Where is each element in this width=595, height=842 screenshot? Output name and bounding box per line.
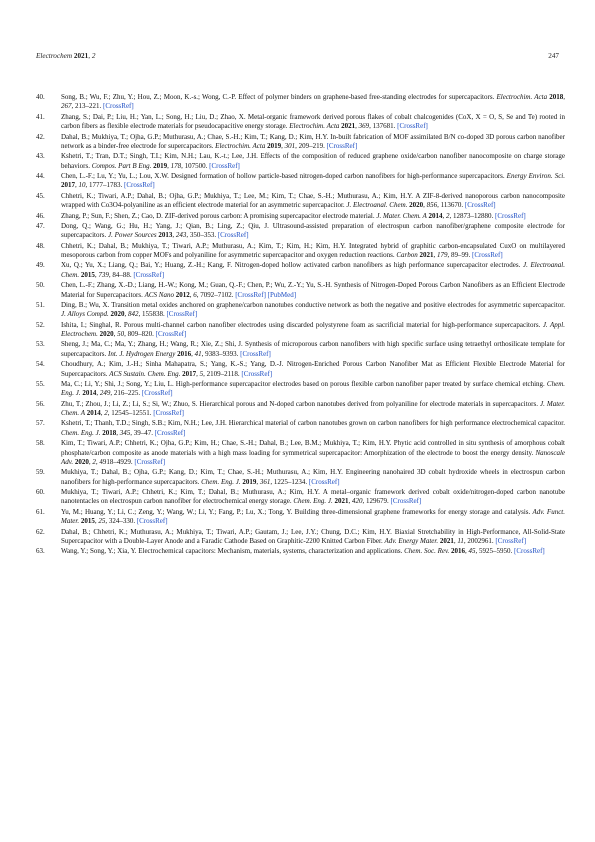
reference-journal: Carbon bbox=[396, 251, 418, 259]
crossref-link[interactable]: [CrossRef] bbox=[240, 349, 271, 358]
reference-year: 2021 bbox=[341, 122, 356, 131]
reference-year: 2020 bbox=[409, 201, 424, 210]
reference-number: 60. bbox=[36, 488, 45, 496]
reference-journal: J. Electroanal. Chem. bbox=[346, 201, 408, 210]
reference-authors-title: Sheng, J.; Ma, C.; Ma, Y.; Zhang, H.; Wang, R.; Xie, Z.; Shi, J. Synthesis of microporous carbon nanofibers with high specific surface using tetraethyl orthosilicate template for supercapacitors. bbox=[61, 340, 565, 358]
reference-number: 56. bbox=[36, 399, 45, 408]
reference-volume: 301 bbox=[284, 141, 296, 150]
reference-journal: Electrochim. Acta bbox=[289, 122, 340, 131]
crossref-link[interactable]: [CrossRef] bbox=[155, 330, 187, 338]
header-citation: Electrochem 2021, 2 bbox=[36, 52, 96, 60]
reference-pages: 39–47. bbox=[133, 428, 153, 437]
crossref-link[interactable]: [CrossRef] bbox=[495, 536, 527, 545]
reference-item: 52. Ishita, I.; Singhal, R. Porous multi-channel carbon nanofiber electrodes using discarded polystyrene foam as sacrificial material for high-performance supercapacitors. J. Appl. Electrochem. 2020, 50, 809–820. [CrossRef] bbox=[36, 320, 566, 338]
reference-journal: Chem. Eng. J. bbox=[293, 497, 333, 506]
reference-item: 49. Xu, Q.; Yu, X.; Liang, Q.; Bai, Y.; Huang, Z.-H.; Kang, F. Nitrogen-doped hollow activated carbon nanofibers as high performance supercapacitor electrodes. J. Electroanal. Chem. 2015, 739, 84–88. [CrossRef] bbox=[36, 261, 566, 279]
reference-journal: Nanoscale Adv. bbox=[61, 448, 566, 466]
reference-pages: 350–353. bbox=[189, 231, 217, 240]
reference-journal: Adv. Energy Mater. bbox=[384, 536, 439, 545]
reference-authors-title: Yu, M.; Huang, Y.; Li, C.; Zeng, Y.; Wang, W.; Li, Y.; Fang, P.; Lu, X.; Tong, Y. Building three-dimensional graphene frameworks for energy storage and catalysis. bbox=[61, 507, 531, 516]
reference-year: 2018 bbox=[102, 428, 117, 437]
reference-journal: Adv. Funct. Mater. bbox=[61, 507, 565, 526]
reference-authors-title: Chen, L.-F.; Zhang, X.-D.; Liang, H.-W.; Kong, M.; Guan, Q.-F.; Chen, P.; Wu, Z.-Y.; Yu, S.-H. Synthesis of Nitrogen-Doped Porous Carbon Nanofibers as an Efficient Electrode Material for Supercapacitors. bbox=[61, 281, 565, 299]
reference-authors-title: Ishita, I.; Singhal, R. Porous multi-channel carbon nanofiber electrodes using discarded polystyrene foam as sacrificial material for high-performance supercapacitors. bbox=[61, 320, 541, 329]
reference-item: 60. Mukhiya, T.; Tiwari, A.P.; Chhetri, K.; Kim, T.; Dahal, B.; Muthurasu, A.; Kim, H.Y. A metal–organic framework derived cobalt oxide/nitrogen-doped carbon nanotube nanotentacles on electrospun carbon nanofiber for electrochemical energy storage. Chem. Eng. J. 2021, 420, 129679. [CrossRef] bbox=[36, 488, 565, 506]
reference-item: 57. Kshetri, T.; Thanh, T.D.; Singh, S.B.; Kim, N.H.; Lee, J.H. Hierarchical material of carbon nanotubes grown on carbon nanofibers for high performance electrochemical capacitor. Chem. Eng. J. 2018, 345, 39–47. [CrossRef] bbox=[36, 419, 565, 437]
reference-number: 61. bbox=[36, 507, 45, 516]
reference-pages: 7092–7102. bbox=[200, 290, 234, 299]
reference-item: 47. Dong, Q.; Wang, G.; Hu, H.; Yang, J.; Qian, B.; Ling, Z.; Qiu, J. Ultrasound-assisted preparation of electrospun carbon nanofiber/graphene composite electrode for supercapacitors. J. Power Sources 2013, 243, 350–353. [CrossRef] bbox=[36, 221, 565, 240]
reference-item: 62. Dahal, B.; Chhetri, K.; Muthurasu, A.; Mukhiya, T.; Tiwari, A.P.; Gautam, J.; Lee, J.Y.; Chung, D.C.; Kim, H.Y. Biaxial Stretchability in High-Performance, All-Solid-State Supercapacitor with a Double-Layer Anode and a Faradic Cathode Based on Graphitic-2200 Knitted Carbon Fiber. Adv. Energy Mater. 2021, 11, 2002961. [CrossRef] bbox=[36, 527, 565, 545]
reference-number: 58. bbox=[36, 439, 45, 448]
reference-volume: 361 bbox=[259, 477, 271, 486]
reference-item: 50. Chen, L.-F.; Zhang, X.-D.; Liang, H.-W.; Kong, M.; Guan, Q.-F.; Chen, P.; Wu, Z.-Y.; Yu, S.-H. Synthesis of Nitrogen-Doped Porous Carbon Nanofibers as an Efficient Electrode Material for Supercapacitors. ACS Nano 2012, 6, 7092–7102. [CrossRef] [PubMed] bbox=[36, 281, 565, 299]
reference-item: 44. Chen, L.-F.; Lu, Y.; Yu, L.; Lou, X.W. Designed formation of hollow particle-based nitrogen-doped carbon nanofibers for high-performance supercapacitors. Energy Environ. Sci. 2017, 10, 1777–1783. [CrossRef] bbox=[36, 172, 566, 190]
reference-journal: Int. J. Hydrogen Energy bbox=[108, 349, 176, 358]
crossref-link[interactable]: [CrossRef] bbox=[141, 389, 173, 398]
reference-authors-title: Dahal, B.; Mukhiya, T.; Ojha, G.P.; Muthurasu, A.; Chae, S.-H.; Kim, T.; Kang, D.; Kim, H.Y. In-built fabrication of MOF assimilated B/N co-doped 3D porous carbon nanofiber network as a binder-free electrode for supercapacitors. bbox=[61, 132, 565, 150]
reference-journal: J. Power Sources bbox=[108, 231, 157, 240]
crossref-link[interactable]: [CrossRef] bbox=[390, 497, 422, 506]
reference-year: 2019 bbox=[267, 141, 282, 150]
reference-item: 63. Wang, Y.; Song, Y.; Xia, Y. Electrochemical capacitors: Mechanism, materials, systems, characterization and applications. Chem. Soc. Rev. 2016, 45, 5925–5950. [CrossRef] bbox=[36, 547, 545, 556]
reference-journal: J. Alloys Compd. bbox=[61, 310, 109, 319]
reference-journal: J. Mater. Chem. A bbox=[61, 399, 565, 417]
reference-authors-title: Zhu, T.; Zhou, J.; Li, Z.; Li, S.; Si, W.; Zhuo, S. Hierarchical porous and N-doped carbon nanotubes derived from polyaniline for electrode materials in supercapacitors. bbox=[61, 399, 538, 408]
reference-year: 2020 bbox=[74, 457, 89, 466]
reference-volume: 739 bbox=[98, 270, 109, 279]
reference-authors-title: Mukhiya, T.; Dahal, B.; Ojha, G.P.; Kang, D.; Kim, T.; Chae, S.-H.; Muthurasu, A.; Kim, H.Y. Engineering nanohaired 3D cobalt hydroxide wheels in electrospun carbon nanofibers for high-performance supercapacitors. bbox=[61, 468, 565, 486]
reference-item: 40. Song, B.; Wu, F.; Zhu, Y.; Hou, Z.; Moon, K.-s.; Wong, C.-P. Effect of polymer binders on graphene-based free-standing electrodes for supercapacitors. Electrochim. Acta 2018, 267, 213–221. [CrossRef] bbox=[36, 93, 566, 111]
reference-item: 43. Kshetri, T.; Tran, D.T.; Singh, T.I.; Kim, N.H.; Lau, K.-t.; Lee, J.H. Effects of the composition of reduced graphene oxide/carbon nanofiber nanocomposite on charge storage behaviors. Compos. Part B Eng. 2019, 178, 107500. [CrossRef] bbox=[36, 152, 565, 170]
reference-journal: J. Appl. Electrochem. bbox=[61, 320, 566, 338]
reference-authors-title: Wang, Y.; Song, Y.; Xia, Y. Electrochemical capacitors: Mechanism, materials, systems, characterization and applications. bbox=[61, 547, 403, 556]
reference-pages: 107500. bbox=[184, 161, 208, 170]
crossref-link[interactable]: [CrossRef] bbox=[154, 428, 186, 437]
reference-year: 2012 bbox=[175, 290, 190, 299]
reference-authors-title: Xu, Q.; Yu, X.; Liang, Q.; Bai, Y.; Huang, Z.-H.; Kang, F. Nitrogen-doped hollow activated carbon nanofibers as high performance supercapacitor electrodes. bbox=[61, 261, 521, 270]
reference-authors-title: Chhetri, K.; Tiwari, A.P.; Dahal, B.; Ojha, G.P.; Mukhiya, T.; Lee, M.; Kim, T.; Chae, S.-H.; Muthurasu, A.; Kim, H.Y. A ZIF-8-derived nanoporous carbon nanocomposite wrapped with Co3O4-polyaniline as an efficient electrode material for an asymmetric supercapacitor. bbox=[61, 191, 565, 210]
reference-pages: 324–330. bbox=[108, 517, 136, 526]
reference-number: 44. bbox=[36, 172, 45, 180]
reference-volume: 41 bbox=[194, 349, 202, 358]
reference-volume: 2 bbox=[104, 409, 108, 417]
crossref-link[interactable]: [CrossRef] bbox=[124, 181, 155, 190]
reference-volume: 2 bbox=[92, 457, 96, 466]
page-number: 247 bbox=[548, 52, 559, 60]
reference-number: 43. bbox=[36, 152, 45, 161]
reference-number: 41. bbox=[36, 112, 45, 121]
reference-authors-title: Ma, C.; Li, Y.; Shi, J.; Song, Y.; Liu, L. High-performance supercapacitor electrodes based on porous flexible carbon nanofiber paper treated by surface chemical etching. bbox=[61, 379, 545, 388]
reference-volume: 345 bbox=[119, 428, 131, 437]
reference-item: 42. Dahal, B.; Mukhiya, T.; Ojha, G.P.; Muthurasu, A.; Chae, S.-H.; Kim, T.; Kang, D.; Kim, H.Y. In-built fabrication of MOF assimilated B/N co-doped 3D porous carbon nanofiber network as a binder-free electrode for supercapacitors. Electrochim. Acta 2019, 301, 209–219. [CrossRef] bbox=[36, 132, 565, 150]
crossref-link[interactable]: [CrossRef] bbox=[134, 457, 166, 466]
crossref-link[interactable]: [CrossRef] bbox=[495, 211, 526, 220]
crossref-link[interactable]: [CrossRef] bbox=[514, 547, 545, 556]
reference-journal: Electrochim. Acta bbox=[215, 141, 266, 150]
reference-volume: 11 bbox=[457, 536, 464, 545]
reference-item: 55. Ma, C.; Li, Y.; Shi, J.; Song, Y.; Liu, L. High-performance supercapacitor electrodes based on porous flexible carbon nanofiber paper treated by surface chemical etching. Chem. Eng. J. 2014, 249, 216–225. [CrossRef] bbox=[36, 379, 566, 398]
reference-journal: Chem. Eng. J. bbox=[61, 379, 566, 398]
reference-year: 2017 bbox=[182, 369, 197, 378]
reference-number: 46. bbox=[36, 211, 45, 220]
reference-journal: ACS Nano bbox=[144, 290, 174, 299]
reference-volume: 420 bbox=[352, 497, 363, 506]
reference-journal: J. Electroanal. Chem. bbox=[61, 261, 566, 279]
reference-volume: 2 bbox=[446, 211, 450, 220]
reference-volume: 249 bbox=[99, 389, 111, 398]
reference-pages: 12545–12551. bbox=[111, 409, 152, 417]
reference-pages: 5925–5950. bbox=[479, 547, 513, 556]
reference-number: 54. bbox=[36, 360, 45, 369]
reference-item: 41. Zhang, S.; Dai, P.; Liu, H.; Yan, L.; Song, H.; Liu, D.; Zhao, X. Metal-organic framework derived porous flakes of cobalt chalcogenides (CoX, X = O, S, Se and Te) rooted in carbon fibers as flexible electrode materials for pseudocapacitive energy storage. Electrochim. Acta 2021, 369, 137681. [CrossRef] bbox=[36, 112, 565, 131]
reference-authors-title: Kshetri, T.; Thanh, T.D.; Singh, S.B.; Kim, N.H.; Lee, J.H. Hierarchical material of carbon nanotubes grown on carbon nanofibers for high performance electrochemical capacitor. bbox=[61, 419, 565, 428]
reference-number: 57. bbox=[36, 419, 45, 428]
crossref-link[interactable]: [CrossRef] bbox=[241, 369, 273, 378]
reference-pages: 213–221. bbox=[75, 102, 102, 111]
reference-year: 2014 bbox=[86, 409, 101, 417]
reference-year: 2021 bbox=[419, 251, 434, 259]
reference-number: 47. bbox=[36, 221, 45, 230]
journal-volume: 2 bbox=[91, 52, 96, 60]
reference-item: 58. Kim, T.; Tiwari, A.P.; Chhetri, K.; Ojha, G.P.; Kim, H.; Chae, S.-H.; Dahal, B.; Lee, B.M.; Mukhiya, T.; Kim, H.Y. Phytic acid controlled in situ synthesis of amorphous cobalt phosphate/carbon composite as anode materials with a high mass loading for symmetrical supercapacitor: Amorphization of the electrode to boost the energy density. Nanoscale Adv. 2020, 2, 4918–4929. [CrossRef] bbox=[36, 439, 566, 466]
reference-volume: 5 bbox=[199, 369, 204, 378]
reference-year: 2016 bbox=[451, 547, 466, 556]
reference-year: 2019 bbox=[242, 477, 257, 486]
reference-pages: 113670. bbox=[440, 201, 464, 210]
crossref-link[interactable]: [CrossRef] bbox=[464, 201, 496, 210]
reference-pages: 1225–1234. bbox=[273, 477, 308, 486]
journal-name: Electrochem bbox=[36, 52, 73, 60]
reference-volume: 369 bbox=[358, 122, 370, 131]
reference-item: 46. Zhang, P.; Sun, F.; Shen, Z.; Cao, D. ZIF-derived porous carbon: A promising supercapacitor electrode material. J. Mater. Chem. A 2014, 2, 12873–12880. [CrossRef] bbox=[36, 211, 526, 220]
reference-pages: 809–820. bbox=[127, 330, 154, 338]
reference-number: 55. bbox=[36, 379, 45, 388]
reference-pages: 2002961. bbox=[467, 536, 494, 545]
reference-volume: 50 bbox=[117, 330, 125, 338]
reference-volume: 267 bbox=[61, 102, 72, 111]
reference-volume: 25 bbox=[98, 517, 106, 526]
reference-number: 59. bbox=[36, 468, 45, 477]
reference-pages: 12873–12880. bbox=[453, 211, 494, 220]
reference-journal: Chem. Eng. J. bbox=[61, 428, 101, 437]
crossref-link[interactable]: [CrossRef] bbox=[209, 161, 240, 170]
reference-number: 53. bbox=[36, 340, 45, 349]
reference-authors-title: Ding, B.; Wu, X. Transition metal oxides anchored on graphene/carbon nanotubes conductive network as both the negative and positive electrodes for asymmetric supercapacitor. bbox=[61, 300, 565, 309]
reference-authors-title: Kim, T.; Tiwari, A.P.; Chhetri, K.; Ojha, G.P.; Kim, H.; Chae, S.-H.; Dahal, B.; Lee, B.M.; Mukhiya, T.; Kim, H.Y. Phytic acid controlled in situ synthesis of amorphous cobalt phosphate/carbon composite as anode materials with a high mass loading for symmetrical supercapacitor: Amorphization of the electrode to boost the energy density. bbox=[61, 439, 565, 457]
journal-year: 2021 bbox=[73, 52, 89, 60]
reference-number: 50. bbox=[36, 281, 45, 290]
reference-year: 2018 bbox=[549, 93, 564, 101]
reference-year: 2014 bbox=[82, 389, 97, 398]
reference-journal: J. Mater. Chem. A bbox=[376, 211, 427, 220]
crossref-link[interactable]: [CrossRef] bbox=[153, 409, 184, 417]
reference-authors-title: Song, B.; Wu, F.; Zhu, Y.; Hou, Z.; Moon, K.-s.; Wong, C.-P. Effect of polymer binders on graphene-based free-standing electrodes for supercapacitors. bbox=[61, 93, 495, 101]
reference-volume: 179 bbox=[436, 251, 448, 259]
reference-item: 48. Chhetri, K.; Dahal, B.; Mukhiya, T.; Tiwari, A.P.; Muthurasu, A.; Kim, T.; Kim, H.; Kim, H.Y. Integrated hybrid of graphitic carbon-encapsulated CuxO on multilayered mesoporous carbon from copper MOFs and polyaniline for asymmetric supercapacitor and oxygen reduction reactions. Carbon 2021, 179, 89–99. [CrossRef] bbox=[36, 241, 565, 259]
reference-volume: 856 bbox=[426, 201, 438, 210]
reference-pages: 129679. bbox=[366, 497, 389, 506]
reference-year: 2020 bbox=[99, 330, 114, 338]
reference-volume: 243 bbox=[175, 231, 187, 240]
reference-year: 2014 bbox=[428, 211, 443, 220]
reference-number: 42. bbox=[36, 132, 45, 141]
reference-number: 63. bbox=[36, 547, 45, 556]
reference-pages: 137681. bbox=[372, 122, 396, 131]
reference-journal: Chem. Soc. Rev. bbox=[404, 547, 450, 556]
reference-pages: 2109–2118. bbox=[206, 369, 240, 378]
crossref-link[interactable]: [CrossRef] bbox=[308, 477, 340, 486]
reference-number: 51. bbox=[36, 300, 45, 309]
reference-year: 2016 bbox=[177, 349, 192, 358]
reference-item: 61. Yu, M.; Huang, Y.; Li, C.; Zeng, Y.; Wang, W.; Li, Y.; Fang, P.; Lu, X.; Tong, Y. Building three-dimensional graphene frameworks for energy storage and catalysis. Adv. Funct. Mater. 2015, 25, 324–330. [CrossRef] bbox=[36, 507, 565, 526]
running-header bbox=[36, 52, 559, 60]
reference-pages: 4918–4929. bbox=[99, 457, 133, 466]
reference-volume: 178 bbox=[170, 161, 182, 170]
reference-number: 49. bbox=[36, 261, 45, 270]
reference-year: 2015 bbox=[80, 270, 95, 279]
reference-item: 45. Chhetri, K.; Tiwari, A.P.; Dahal, B.; Ojha, G.P.; Mukhiya, T.; Lee, M.; Kim, T.; Chae, S.-H.; Muthurasu, A.; Kim, H.Y. A ZIF-8-derived nanoporous carbon nanocomposite wrapped with Co3O4-polyaniline as an efficient electrode material for an asymmetric supercapacitor. J. Electroanal. Chem. 2020, 856, 113670. [CrossRef] bbox=[36, 191, 565, 210]
reference-year: 2019 bbox=[153, 161, 168, 170]
crossref-link[interactable]: [CrossRef] bbox=[471, 251, 503, 259]
reference-number: 52. bbox=[36, 320, 45, 329]
reference-list bbox=[36, 93, 565, 558]
crossref-link[interactable]: [CrossRef] bbox=[217, 231, 249, 240]
pubmed-link[interactable]: [PubMed] bbox=[267, 290, 297, 299]
reference-pages: 1777–1783. bbox=[89, 181, 123, 190]
reference-authors-title: Zhang, P.; Sun, F.; Shen, Z.; Cao, D. ZIF-derived porous carbon: A promising supercapacitor electrode material. bbox=[61, 211, 375, 220]
reference-item: 53. Sheng, J.; Ma, C.; Ma, Y.; Zhang, H.; Wang, R.; Xie, Z.; Shi, J. Synthesis of microporous carbon nanofibers with high specific surface using tetraethyl orthosilicate template for supercapacitors. Int. J. Hydrogen Energy 2016, 41, 9383–9393. [CrossRef] bbox=[36, 340, 565, 358]
reference-item: 54. Choudhury, A.; Kim, J.-H.; Sinha Mahapatra, S.; Yang, K.-S.; Yang, D.-J. Nitrogen-Enriched Porous Carbon Nanofiber Mat as Efficient Flexible Electrode Material for Supercapacitors. ACS Sustain. Chem. Eng. 2017, 5, 2109–2118. [CrossRef] bbox=[36, 360, 565, 378]
reference-pages: 216–225. bbox=[113, 389, 141, 398]
reference-authors-title: Kshetri, T.; Tran, D.T.; Singh, T.I.; Kim, N.H.; Lau, K.-t.; Lee, J.H. Effects of the composition of reduced graphene oxide/carbon nanofiber nanocomposite on charge storage behaviors. bbox=[61, 152, 565, 170]
reference-year: 2015 bbox=[80, 517, 95, 526]
crossref-link[interactable]: [CrossRef] bbox=[397, 122, 428, 131]
reference-journal: Electrochim. Acta bbox=[496, 93, 548, 101]
crossref-link[interactable]: [CrossRef] bbox=[326, 141, 358, 150]
reference-number: 40. bbox=[36, 93, 45, 101]
reference-item: 51. Ding, B.; Wu, X. Transition metal oxides anchored on graphene/carbon nanotubes conductive network as both the negative and positive electrodes for asymmetric supercapacitor. J. Alloys Compd. 2020, 842, 155838. [CrossRef] bbox=[36, 300, 565, 319]
crossref-link[interactable]: [CrossRef] bbox=[166, 310, 198, 319]
reference-item: 56. Zhu, T.; Zhou, J.; Li, Z.; Li, S.; Si, W.; Zhuo, S. Hierarchical porous and N-doped carbon nanotubes derived from polyaniline for electrode materials in supercapacitors. J. Mater. Chem. A 2014, 2, 12545–12551. [CrossRef] bbox=[36, 399, 565, 417]
reference-year: 2017 bbox=[61, 181, 75, 190]
reference-journal: Compos. Part B Eng. bbox=[91, 161, 152, 170]
reference-journal: Chem. Eng. J. bbox=[201, 477, 241, 486]
reference-year: 2020 bbox=[110, 310, 125, 319]
reference-year: 2021 bbox=[439, 536, 454, 545]
crossref-link[interactable]: [CrossRef] bbox=[103, 102, 134, 111]
reference-volume: 10 bbox=[78, 181, 86, 190]
reference-number: 45. bbox=[36, 191, 45, 200]
reference-volume: 6 bbox=[193, 290, 197, 299]
crossref-link[interactable]: [CrossRef] bbox=[235, 290, 266, 299]
crossref-link[interactable]: [CrossRef] bbox=[136, 517, 168, 526]
reference-authors-title: Zhang, S.; Dai, P.; Liu, H.; Yan, L.; Song, H.; Liu, D.; Zhao, X. Metal-organic framework derived porous flakes of cobalt chalcogenides (CoX, X = O, S, Se and Te) rooted in carbon fibers as flexible electrode materials for pseudocapacitive energy storage. bbox=[61, 112, 565, 131]
reference-journal: Energy Environ. Sci. bbox=[506, 172, 566, 180]
reference-pages: 89–99. bbox=[450, 251, 471, 259]
crossref-link[interactable]: [CrossRef] bbox=[133, 270, 165, 279]
reference-year: 2013 bbox=[158, 231, 173, 240]
reference-authors-title: Dong, Q.; Wang, G.; Hu, H.; Yang, J.; Qian, B.; Ling, Z.; Qiu, J. Ultrasound-assisted preparation of electrospun carbon nanofiber/graphene composite electrode for supercapacitors. bbox=[61, 221, 565, 240]
reference-authors-title: Chen, L.-F.; Lu, Y.; Yu, L.; Lou, X.W. Designed formation of hollow particle-based nitrogen-doped carbon nanofibers for high-performance supercapacitors. bbox=[61, 172, 505, 180]
reference-pages: 209–219. bbox=[298, 141, 325, 150]
reference-journal: ACS Sustain. Chem. Eng. bbox=[109, 369, 181, 378]
reference-pages: 9383–9393. bbox=[205, 349, 239, 358]
reference-pages: 155838. bbox=[141, 310, 165, 319]
reference-authors-title: Dahal, B.; Chhetri, K.; Muthurasu, A.; Mukhiya, T.; Tiwari, A.P.; Gautam, J.; Lee, J.Y.; Chung, D.C.; Kim, H.Y. Biaxial Stretchability in High-Performance, All-Solid-State Supercapacitor with a Double-Layer Anode and a Faradic Cathode Based on Graphitic-2200 Knitted Carbon Fiber. bbox=[61, 527, 565, 545]
reference-volume: 842 bbox=[127, 310, 139, 319]
reference-volume: 45 bbox=[468, 547, 476, 556]
reference-authors-title: Chhetri, K.; Dahal, B.; Mukhiya, T.; Tiwari, A.P.; Muthurasu, A.; Kim, T.; Kim, H.; Kim, H.Y. Integrated hybrid of graphitic carbon-encapsulated CuxO on multilayered mesoporous carbon from copper MOFs and polyaniline for asymmetric supercapacitor and oxygen reduction reactions. bbox=[61, 241, 565, 259]
reference-number: 62. bbox=[36, 527, 45, 536]
reference-pages: 84–88. bbox=[112, 270, 132, 279]
reference-item: 59. Mukhiya, T.; Dahal, B.; Ojha, G.P.; Kang, D.; Kim, T.; Chae, S.-H.; Muthurasu, A.; Kim, H.Y. Engineering nanohaired 3D cobalt hydroxide wheels in electrospun carbon nanofibers for high-performance supercapacitors. Chem. Eng. J. 2019, 361, 1225–1234. [CrossRef] bbox=[36, 468, 565, 486]
reference-authors-title: Choudhury, A.; Kim, J.-H.; Sinha Mahapatra, S.; Yang, K.-S.; Yang, D.-J. Nitrogen-Enriched Porous Carbon Nanofiber Mat as Efficient Flexible Electrode Material for Supercapacitors. bbox=[61, 360, 565, 378]
reference-authors-title: Mukhiya, T.; Tiwari, A.P.; Chhetri, K.; Kim, T.; Dahal, B.; Muthurasu, A.; Kim, H.Y. A metal–organic framework derived cobalt oxide/nitrogen-doped carbon nanotube nanotentacles on electrospun carbon nanofiber for electrochemical energy storage. bbox=[61, 488, 565, 506]
reference-number: 48. bbox=[36, 241, 45, 250]
reference-year: 2021 bbox=[334, 497, 349, 506]
